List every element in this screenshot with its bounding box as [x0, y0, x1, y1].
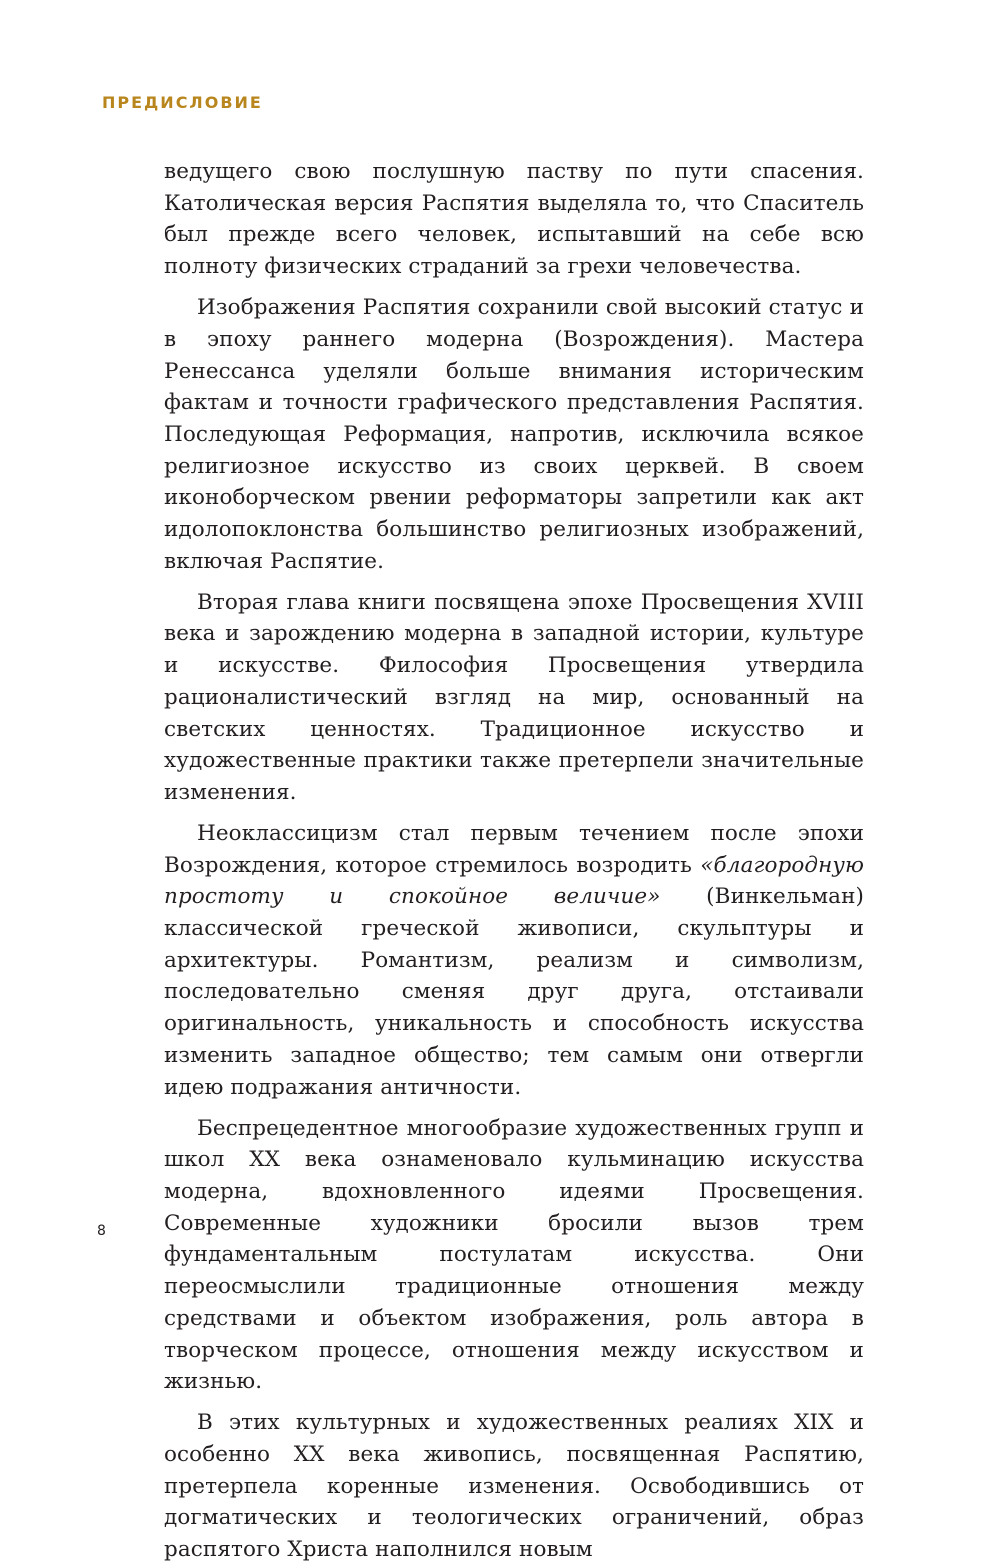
running-head: ПРЕДИСЛОВИЕ [102, 93, 263, 112]
paragraph-twentieth-century: Беспрецедентное многообразие художественных групп и школ XX века ознаменовало кульминацию искусства модерна, вдохновленного идеями Просвещения. Современные художники бросили вызов трем фундаментальным постулатам искусства. Они переосмыслили традиционные отношения между средствами и объектом изображения, роль автора в творческом процессе, отношения между искусством и жизнью. [164, 1115, 864, 1395]
page-number: 8 [97, 1223, 106, 1239]
paragraph-text-start: Неоклассицизм стал первым течением после эпохи Возрождения, которое стремилось возродить [164, 820, 864, 878]
paragraph-renaissance: Изображения Распятия сохранили свой высокий статус и в эпоху раннего модерна (Возрождения). Мастера Ренессанса уделяли больше внимания историческим фактам и точности графического представления Распятия. Последующая Реформация, напротив, исключила всякое религиозное искусство из своих церквей. В своем иконоборческом рвении реформаторы запретили как акт идолопоклонства большинство религиозных изображений, включая Распятие. [164, 295, 864, 574]
paragraph-crucifixion-changes: В этих культурных и художественных реалиях XIX и особенно XX века живопись, посвященная Распятию, претерпела коренные изменения. Освободившись от догматических и теологических ограничений, образ распятого Христа наполнился новым [164, 1410, 864, 1563]
paragraph-neoclassicism [164, 818, 864, 1103]
paragraph-continuation: ведущего свою послушную паству по пути спасения. Католическая версия Распятия выделяла то, что Спаситель был прежде всего человек, испытавший на себе всю полноту физических страданий за грехи человечества. [164, 159, 864, 280]
paragraph-enlightenment: Вторая глава книги посвящена эпохе Просвещения XVIII века и зарождению модерна в западной истории, культуре и искусстве. Философия Просвещения утвердила рационалистический взгляд на мир, основанный на светских ценностях. Традиционное искусство и художественные практики также претерпели значительные изменения. [164, 589, 864, 805]
body-text [164, 156, 864, 1566]
paragraph-text-end: (Винкельман) классической греческой живописи, скульптуры и архитектуры. Романтизм, реализм и символизм, последовательно сменяя друг друга, отстаивали оригинальность, уникальность и способность искусства изменить западное общество; тем самым они отвергли идею подражания античности. [164, 884, 865, 1100]
winckelmann-quote: «благородную простоту и спокойное величие» [164, 852, 864, 910]
